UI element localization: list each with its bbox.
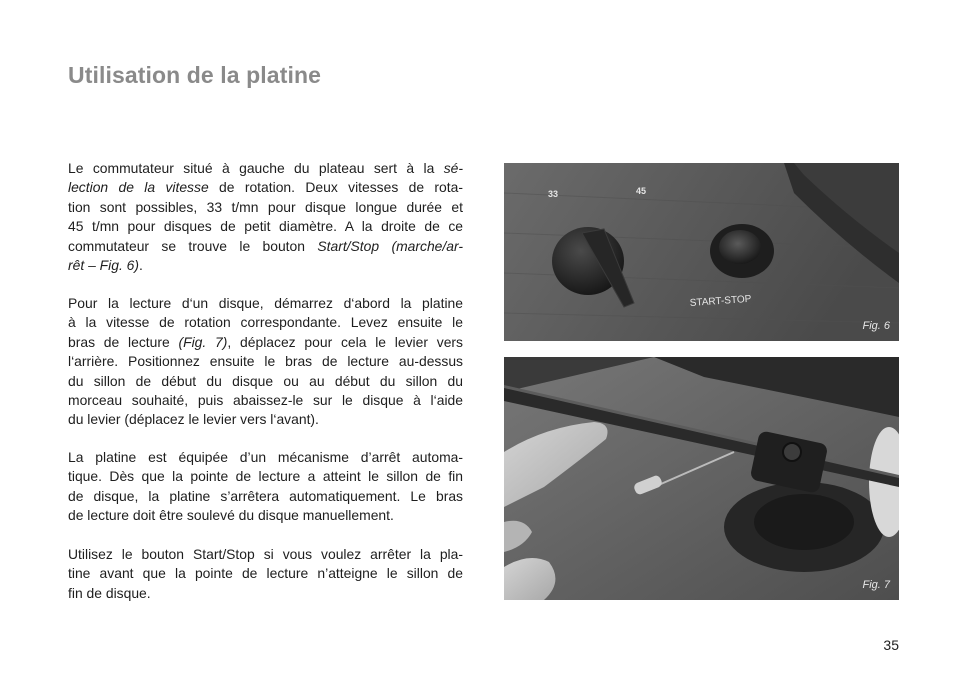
paragraph-auto-stop xyxy=(68,448,463,526)
paragraph-line xyxy=(68,506,463,525)
paragraph-line xyxy=(68,159,463,178)
text-run: de disque, la platine s’arrêtera automatiquement. Le bras xyxy=(68,487,463,504)
tonearm-illustration xyxy=(504,357,899,600)
text-run: Pour la lecture d‘un disque, démarrez d‘abord la platine xyxy=(68,295,463,311)
page-title: Utilisation de la platine xyxy=(68,62,321,88)
paragraph-line xyxy=(68,410,463,429)
paragraph-line xyxy=(68,545,463,564)
text-run: Utilisez le bouton Start/Stop si vous voulez arrêter la pla- xyxy=(68,546,463,562)
text-run: tion sont possibles, 33 t/mn pour disque longue durée et xyxy=(68,198,463,215)
text-run: fin de disque. xyxy=(68,584,151,601)
paragraph-line xyxy=(68,448,463,467)
figure-6-photo xyxy=(504,163,899,341)
paragraph-line xyxy=(68,467,463,486)
paragraph-line xyxy=(68,487,463,506)
paragraph-speed-selection xyxy=(68,159,463,275)
text-run: de rotation. Deux vitesses de rota- xyxy=(208,179,463,196)
emphasis-text: lection de la vitesse xyxy=(68,179,209,196)
paragraph-line xyxy=(68,198,463,217)
text-run: à la vitesse de rotation correspondante. Levez ensuite le xyxy=(68,314,463,331)
paragraph-line xyxy=(68,333,463,352)
paragraph-line xyxy=(68,313,463,332)
text-run: La platine est équipée d’un mécanisme d’arrêt automa- xyxy=(68,449,463,465)
text-run: du levier (déplacez le levier vers l‘avant). xyxy=(68,411,319,428)
figure-7-photo xyxy=(504,357,899,600)
speed-33-label: 33 xyxy=(548,189,559,199)
emphasis-text: Start/Stop (marche/ar- xyxy=(317,237,463,254)
text-run: , déplacez pour cela le levier vers xyxy=(227,333,463,350)
paragraph-playing-record xyxy=(68,294,463,430)
turntable-controls-illustration xyxy=(504,163,899,341)
start-stop-label: START-STOP xyxy=(689,293,752,309)
text-run: du sillon de début du disque ou au début du sillon du xyxy=(68,372,463,389)
emphasis-text: (Fig. 7) xyxy=(178,333,228,350)
figure-6-caption: Fig. 6 xyxy=(862,320,890,332)
paragraph-line xyxy=(68,391,463,410)
page-number: 35 xyxy=(883,637,899,653)
text-run: commutateur se trouve le bouton xyxy=(68,237,318,254)
text-run: . xyxy=(139,257,143,274)
figure-7-caption: Fig. 7 xyxy=(862,579,890,591)
emphasis-text: sé- xyxy=(443,160,463,176)
paragraph-line xyxy=(68,237,463,256)
paragraph-line xyxy=(68,372,463,391)
paragraph-line xyxy=(68,352,463,371)
paragraph-line xyxy=(68,256,463,275)
paragraph-start-stop xyxy=(68,545,463,603)
start-stop-button xyxy=(710,224,774,278)
text-run: de lecture doit être soulevé du disque manuellement. xyxy=(68,507,394,524)
speed-45-label: 45 xyxy=(636,186,647,196)
paragraph-line xyxy=(68,294,463,313)
text-run: 45 t/mn pour disques de petit diamètre. A la droite de ce xyxy=(68,218,463,235)
text-run: Le commutateur situé à gauche du plateau sert à la xyxy=(68,160,444,176)
text-run: tique. Dès que la pointe de lecture a atteint le sillon de fin xyxy=(68,468,463,485)
text-run: bras de lecture xyxy=(68,333,179,350)
emphasis-text: rêt – Fig. 6) xyxy=(68,257,140,274)
text-run: l‘arrière. Positionnez ensuite le bras de lecture au-dessus xyxy=(68,353,463,370)
text-run: morceau souhaité, puis abaissez-le sur le disque à l‘aide xyxy=(68,392,463,409)
paragraph-line xyxy=(68,178,463,197)
paragraph-line xyxy=(68,217,463,236)
paragraph-line xyxy=(68,584,463,603)
text-run: tine avant que la pointe de lecture n’atteigne le sillon de xyxy=(68,565,463,582)
paragraph-line xyxy=(68,564,463,583)
